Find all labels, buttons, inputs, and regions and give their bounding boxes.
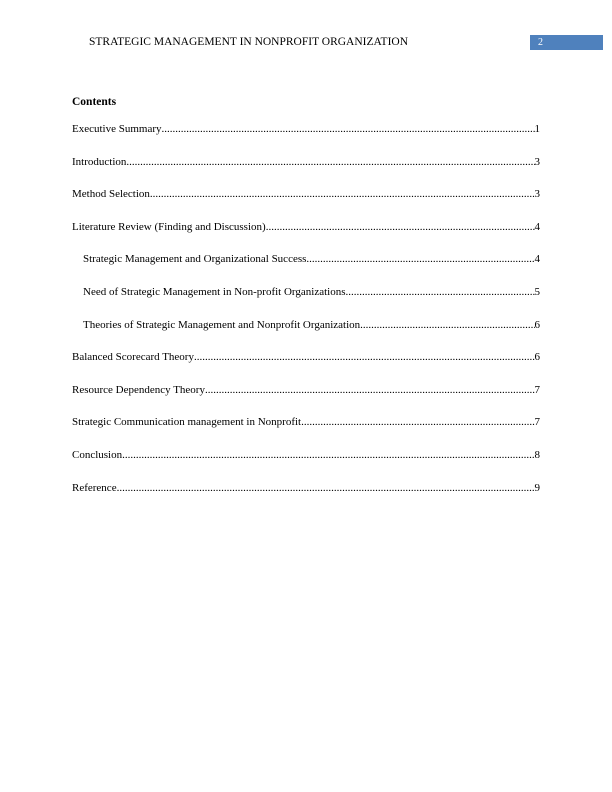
toc-entry[interactable] xyxy=(72,384,540,417)
toc-entry-label: Resource Dependency Theory xyxy=(72,383,205,396)
toc-entry[interactable] xyxy=(72,188,540,221)
toc-entry-label: Balanced Scorecard Theory xyxy=(72,351,194,364)
toc-leader-dots xyxy=(194,351,535,363)
toc-entry-label: Conclusion xyxy=(72,448,123,461)
toc-entry[interactable] xyxy=(72,253,540,286)
toc-title: Contents xyxy=(72,96,117,108)
toc-entry-page: 7 xyxy=(534,416,540,429)
toc-entry-label: Need of Strategic Management in Non-profit Organizations xyxy=(83,285,346,298)
toc-entry-label: Strategic Communication management in Nonprofit xyxy=(72,416,302,429)
toc-entry-label: Reference xyxy=(72,481,117,494)
toc-entry-label: Literature Review (Finding and Discussion) xyxy=(72,220,266,233)
toc-entry-page: 6 xyxy=(534,318,540,331)
toc-entry-page: 1 xyxy=(534,123,540,135)
toc-entry-page: 3 xyxy=(534,188,540,201)
toc-leader-dots xyxy=(266,221,535,233)
toc-entry[interactable] xyxy=(72,351,540,384)
table-of-contents xyxy=(72,123,540,514)
toc-entry-page: 4 xyxy=(534,253,540,266)
toc-leader-dots xyxy=(122,449,534,461)
toc-entry-page: 9 xyxy=(534,481,540,494)
toc-entry-page: 6 xyxy=(534,351,540,364)
toc-entry[interactable] xyxy=(72,449,540,482)
toc-entry[interactable] xyxy=(72,123,540,156)
toc-entry-page: 7 xyxy=(534,383,540,396)
toc-entry[interactable] xyxy=(72,416,540,449)
toc-entry-label: Method Selection xyxy=(72,188,150,201)
toc-leader-dots xyxy=(205,384,535,396)
toc-leader-dots xyxy=(117,482,535,494)
toc-entry[interactable] xyxy=(72,221,540,254)
toc-leader-dots xyxy=(346,286,535,298)
toc-entry-label: Introduction xyxy=(72,155,127,168)
toc-entry-page: 4 xyxy=(534,220,540,233)
toc-leader-dots xyxy=(126,156,534,168)
toc-entry-page: 3 xyxy=(534,155,540,168)
page-number-badge: 2 xyxy=(530,35,603,50)
toc-entry-page: 5 xyxy=(534,285,540,298)
toc-leader-dots xyxy=(360,319,534,331)
toc-entry[interactable] xyxy=(72,286,540,319)
toc-entry[interactable] xyxy=(72,156,540,189)
toc-entry-page: 8 xyxy=(534,448,540,461)
toc-entry[interactable] xyxy=(72,319,540,352)
toc-entry-label: Strategic Management and Organizational Success xyxy=(83,253,307,266)
running-header: STRATEGIC MANAGEMENT IN NONPROFIT ORGANIZATION xyxy=(89,36,409,48)
toc-entry-label: Executive Summary xyxy=(72,123,162,135)
toc-leader-dots xyxy=(150,188,535,200)
toc-entry[interactable] xyxy=(72,482,540,515)
toc-entry-label: Theories of Strategic Management and Nonprofit Organization xyxy=(83,318,361,331)
toc-leader-dots xyxy=(306,253,534,265)
toc-leader-dots xyxy=(162,123,535,135)
toc-leader-dots xyxy=(301,416,534,428)
